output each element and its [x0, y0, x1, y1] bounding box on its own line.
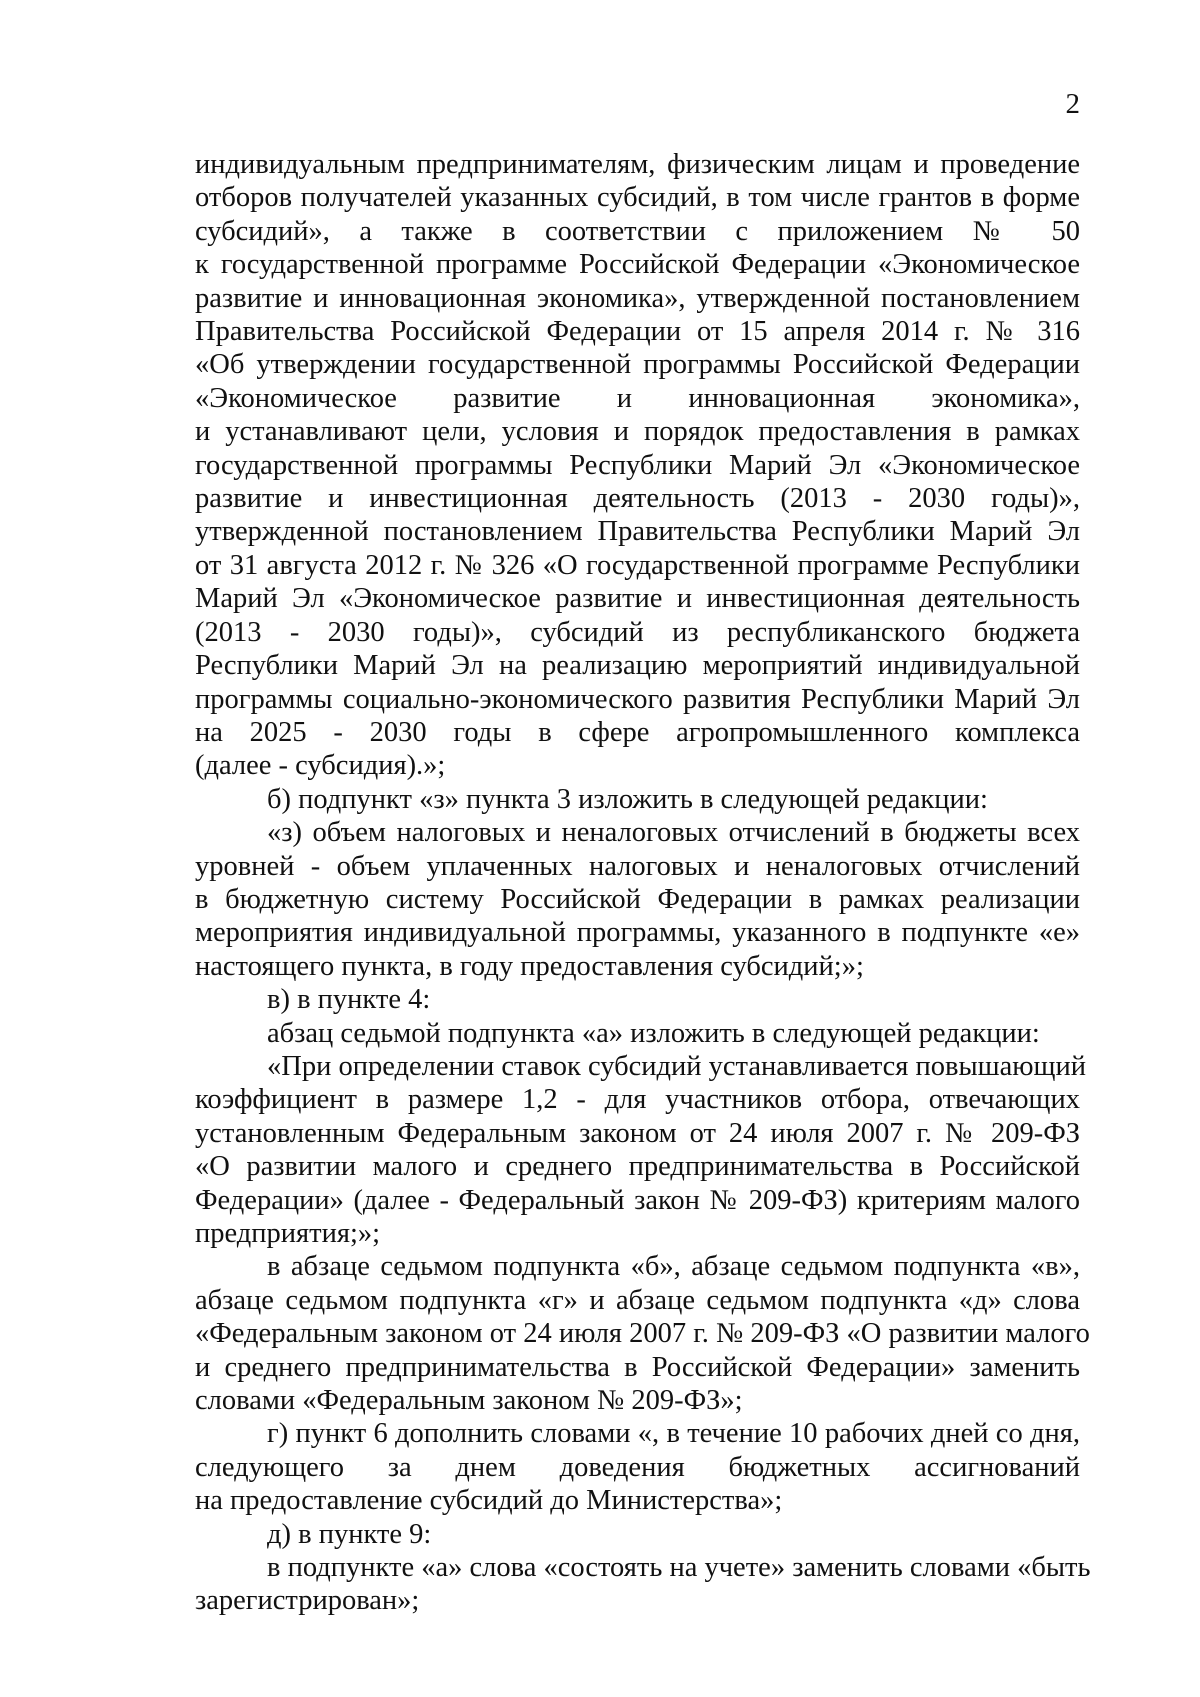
- text-line: «Федеральным законом от 24 июля 2007 г. № 209-ФЗ «О развитии малого: [195, 1318, 1090, 1350]
- text-line: «При определении ставок субсидий устанавливается повышающий: [267, 1050, 1086, 1082]
- paragraph: [195, 783, 1080, 816]
- text-line: субсидий», а также в соответствии с приложением № 50: [195, 215, 1080, 247]
- text-line: в бюджетную систему Российской Федерации в рамках реализации: [195, 883, 1080, 915]
- text-line: и устанавливают цели, условия и порядок предоставления в рамках: [195, 416, 1080, 448]
- text-line: Федерации» (далее - Федеральный закон № 209-ФЗ) критериям малого: [195, 1184, 1080, 1216]
- paragraph: [195, 983, 1080, 1016]
- text-line: индивидуальным предпринимателям, физическим лицам и проведение: [195, 149, 1080, 180]
- paragraph: [195, 1250, 1090, 1417]
- text-line: «Экономическое развитие и инновационная экономика»,: [195, 382, 1080, 414]
- text-line: словами «Федеральным законом № 209-ФЗ»;: [195, 1385, 743, 1417]
- text-line: предприятия;»;: [195, 1218, 381, 1249]
- text-line: программы социально-экономического развития Республики Марий Эл: [195, 683, 1080, 715]
- text-line: отборов получателей указанных субсидий, в том числе грантов в форме: [195, 182, 1080, 214]
- text-line: Правительства Российской Федерации от 15 апреля 2014 г. № 316: [195, 316, 1080, 348]
- paragraph: [195, 1518, 1080, 1551]
- paragraph: [195, 148, 1080, 783]
- text-line: установленным Федеральным законом от 24 июля 2007 г. № 209-ФЗ: [195, 1117, 1080, 1149]
- text-line: настоящего пункта, в году предоставления субсидий;»;: [195, 950, 864, 982]
- paragraph: [195, 816, 1080, 983]
- text-line: утвержденной постановлением Правительства Республики Марий Эл: [195, 516, 1080, 548]
- text-line: в абзаце седьмом подпункта «б», абзаце седьмом подпункта «в»,: [267, 1251, 1080, 1283]
- text-line: следующего за днем доведения бюджетных ассигнований: [195, 1451, 1080, 1483]
- text-line: (2013 - 2030 годы)», субсидий из республиканского бюджета: [195, 616, 1080, 648]
- text-line: к государственной программе Российской Федерации «Экономическое: [195, 249, 1080, 281]
- text-line: государственной программы Республики Марий Эл «Экономическое: [195, 449, 1080, 481]
- page-number: 2: [1065, 88, 1080, 120]
- text-line: на 2025 - 2030 годы в сфере агропромышленного комплекса: [195, 716, 1080, 748]
- text-line: коэффициент в размере 1,2 - для участников отбора, отвечающих: [195, 1084, 1080, 1116]
- text-line: «Об утверждении государственной программы Российской Федерации: [195, 349, 1080, 381]
- text-line: в) в пункте 4:: [267, 984, 431, 1016]
- text-line: «з) объем налоговых и неналоговых отчислений в бюджеты всех: [267, 817, 1080, 849]
- paragraph: [195, 1417, 1080, 1517]
- text-line: Марий Эл «Экономическое развитие и инвестиционная деятельность: [195, 583, 1080, 615]
- text-line: развитие и инновационная экономика», утвержденной постановлением: [195, 282, 1080, 314]
- paragraph: [195, 1017, 1080, 1050]
- text-line: зарегистрирован»;: [195, 1585, 420, 1617]
- text-line: на предоставление субсидий до Министерства»;: [195, 1485, 783, 1517]
- text-line: Республики Марий Эл на реализацию мероприятий индивидуальной: [195, 650, 1080, 682]
- text-line: б) подпункт «з» пункта 3 изложить в следующей редакции:: [267, 783, 988, 815]
- text-line: мероприятия индивидуальной программы, указанного в подпункте «е»: [195, 917, 1080, 949]
- paragraph: [195, 1551, 1091, 1618]
- text-line: д) в пункте 9:: [267, 1518, 432, 1550]
- document-body: [195, 148, 1091, 1618]
- text-line: развитие и инвестиционная деятельность (2013 - 2030 годы)»,: [195, 483, 1080, 515]
- text-line: г) пункт 6 дополнить словами «, в течение 10 рабочих дней со дня,: [267, 1418, 1080, 1450]
- text-line: абзац седьмой подпункта «а» изложить в следующей редакции:: [267, 1017, 1040, 1049]
- text-line: и среднего предпринимательства в Российской Федерации» заменить: [195, 1351, 1080, 1383]
- text-line: абзаце седьмом подпункта «г» и абзаце седьмом подпункта «д» слова: [195, 1284, 1080, 1316]
- text-line: «О развитии малого и среднего предпринимательства в Российской: [195, 1151, 1080, 1183]
- text-line: в подпункте «а» слова «состоять на учете» заменить словами «быть: [267, 1552, 1091, 1584]
- text-line: от 31 августа 2012 г. № 326 «О государственной программе Республики: [195, 549, 1080, 581]
- text-line: уровней - объем уплаченных налоговых и неналоговых отчислений: [195, 850, 1080, 882]
- text-line: (далее - субсидия).»;: [195, 750, 446, 782]
- paragraph: [195, 1050, 1086, 1250]
